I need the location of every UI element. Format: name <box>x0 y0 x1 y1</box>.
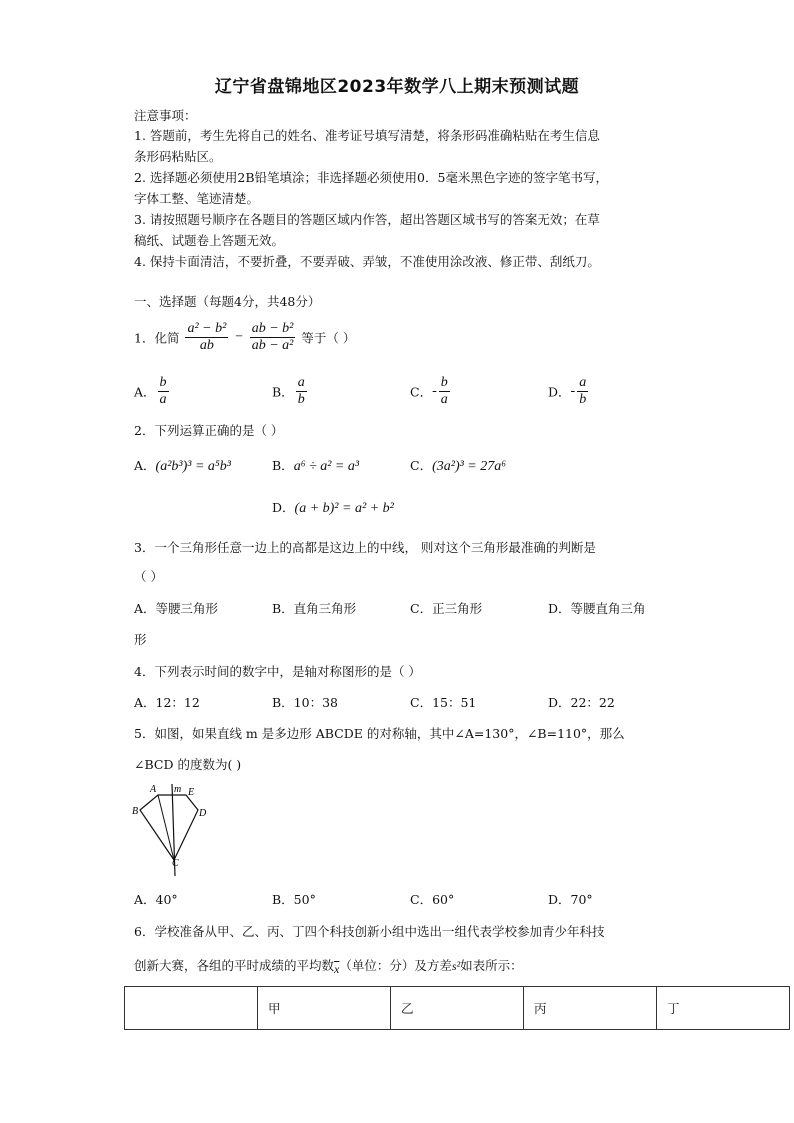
table-row <box>125 987 790 1030</box>
table-header-cell <box>125 987 258 1030</box>
page-title: 辽宁省盘锦地区2023年数学八上期末预测试题 <box>214 77 580 97</box>
option-expression: (3a²)³ = 27a⁶ <box>432 459 507 474</box>
q3-option-d-wrap: 形 <box>134 632 147 647</box>
option-sign: - <box>432 383 437 399</box>
variance-symbol: s² <box>451 959 461 973</box>
q3-option-c: C．正三角形 <box>410 601 483 616</box>
q6-text: 创新大赛，各组的平时成绩的平均数 <box>134 958 335 973</box>
mean-symbol: $\overline{x}$ <box>334 962 340 976</box>
table-header-cell: 甲 <box>258 987 391 1030</box>
option-expression: (a²b³)³ = a⁵b³ <box>155 459 231 474</box>
question-3-stem: 3．一个三角形任意一边上的高都是这边上的中线， 则对这个三角形最准确的判断是 <box>134 540 596 555</box>
vertex-label-b: B <box>132 806 139 817</box>
q5-option-d: D．70° <box>548 892 593 907</box>
q2-option-b <box>272 456 359 475</box>
pentagon-abcde <box>140 795 198 860</box>
option-denominator: b <box>579 392 587 407</box>
notice-line: 4. 保持卡面清洁，不要折叠，不要弄破、弄皱，不准使用涂改液、修正带、刮纸刀。 <box>134 254 600 269</box>
q5-option-b: B．50° <box>272 892 316 907</box>
option-numerator: b <box>159 375 167 390</box>
option-denominator: a <box>159 392 167 407</box>
option-expression: a⁶ ÷ a² = a³ <box>293 459 360 474</box>
table-header-cell: 乙 <box>391 987 524 1030</box>
question-1-stem <box>134 321 355 354</box>
q1-option-b <box>272 375 309 408</box>
notice-line: 3. 请按照题号顺序在各题目的答题区域内作答，超出答题区域书写的答案无效；在草 <box>134 212 600 227</box>
q1-suffix: 等于（ ） <box>301 330 356 346</box>
option-fraction <box>158 375 169 408</box>
q5-option-c: C．60° <box>410 892 455 907</box>
q4-option-c: C．15：51 <box>410 695 477 710</box>
option-label: A． <box>134 458 156 473</box>
option-fraction <box>439 375 450 408</box>
line-label-m: m <box>174 784 182 795</box>
pentagon-figure <box>128 780 218 880</box>
score-table <box>124 986 790 1030</box>
q6-text: （单位：分）及方差 <box>339 958 452 973</box>
q1-option-a <box>134 375 171 408</box>
q4-option-a: A．12：12 <box>134 695 200 710</box>
diagonal <box>158 795 174 860</box>
q5-option-a: A．40° <box>134 892 178 907</box>
question-6-stem-cont <box>134 956 523 977</box>
option-expression: (a + b)² = a² + b² <box>294 501 394 516</box>
option-label: D． <box>548 384 571 400</box>
q4-option-b: B．10：38 <box>272 695 338 710</box>
question-4-stem: 4．下列表示时间的数字中，是轴对称图形的是（ ） <box>134 664 421 679</box>
notice-line: 稿纸、试题卷上答题无效。 <box>134 233 285 248</box>
q2-option-a <box>134 456 231 475</box>
option-label: C． <box>410 458 433 473</box>
vertex-label-a: A <box>150 784 157 795</box>
option-label: D． <box>272 500 295 515</box>
option-denominator: b <box>297 392 305 407</box>
q3-option-a: A．等腰三角形 <box>134 601 219 616</box>
option-fraction <box>577 375 588 408</box>
q1-fraction-2 <box>250 321 296 354</box>
notice-heading: 注意事项： <box>134 108 197 123</box>
q1-f1-denominator: ab <box>199 338 214 353</box>
option-fraction <box>296 375 307 408</box>
notice-line: 条形码粘贴区。 <box>134 149 222 164</box>
vertex-label-c: C <box>172 858 179 869</box>
option-numerator: a <box>579 375 587 390</box>
question-3-stem-cont: （ ） <box>134 569 163 584</box>
q1-fraction-1 <box>185 321 228 354</box>
q1-minus: − <box>234 329 244 345</box>
vertex-label-e: E <box>188 787 195 798</box>
q3-option-d: D．等腰直角三角 <box>548 601 646 616</box>
notice-line: 字体工整、笔迹清楚。 <box>134 191 260 206</box>
question-5-stem: 5．如图，如果直线 m 是多边形 ABCDE 的对称轴，其中∠A=130°，∠B=110°，那么 <box>134 726 625 741</box>
q6-text: 如表所示： <box>460 958 523 973</box>
table-header-cell: 丙 <box>524 987 657 1030</box>
option-label: B． <box>272 384 294 400</box>
option-label: C． <box>410 384 433 400</box>
q2-option-c <box>410 456 506 475</box>
option-sign: - <box>570 383 576 399</box>
option-numerator: b <box>440 375 448 390</box>
q3-option-b: B．直角三角形 <box>272 601 357 616</box>
option-denominator: a <box>440 392 448 407</box>
q2-option-d <box>272 498 394 517</box>
notice-line: 1. 答题前，考生先将自己的姓名、准考证号填写清楚，将条形码准确粘贴在考生信息 <box>134 128 600 143</box>
notice-line: 2. 选择题必须使用2B铅笔填涂；非选择题必须使用0．5毫米黑色字迹的签字笔书写， <box>134 170 608 185</box>
q1-f1-numerator: a² − b² <box>187 321 227 336</box>
q1-prefix: 1．化简 <box>134 330 180 346</box>
question-5-stem-cont: ∠BCD 的度数为( ) <box>134 757 242 772</box>
q1-option-c <box>410 375 452 408</box>
q1-f2-numerator: ab − b² <box>251 321 294 336</box>
table-header-cell: 丁 <box>657 987 790 1030</box>
section-heading: 一、选择题（每题4分，共48分） <box>134 294 321 309</box>
question-2-stem: 2．下列运算正确的是（ ） <box>134 423 284 438</box>
option-label: B． <box>272 458 294 473</box>
option-label: A． <box>134 384 156 400</box>
question-6-stem: 6．学校准备从甲、乙、丙、丁四个科技创新小组中选出一组代表学校参加青少年科技 <box>134 924 605 939</box>
q1-f2-denominator: ab − a² <box>251 338 294 353</box>
vertex-label-d: D <box>199 808 207 819</box>
q4-option-d: D．22：22 <box>548 695 615 710</box>
option-numerator: a <box>297 375 305 390</box>
q1-option-d <box>548 375 590 408</box>
